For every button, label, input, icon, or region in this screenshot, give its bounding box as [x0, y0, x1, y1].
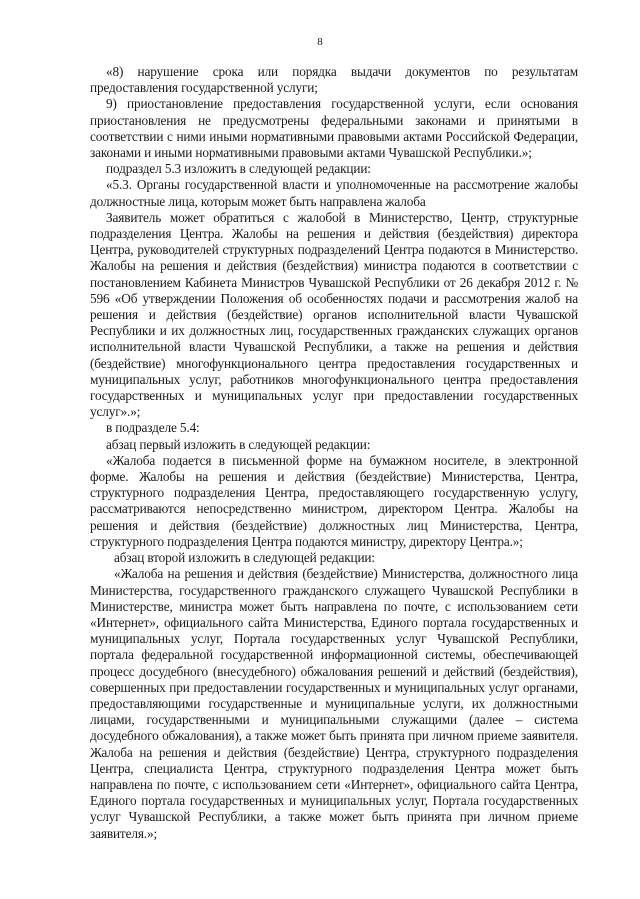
- paragraph: «Жалоба на решения и действия (бездействие) Министерства, должностного лица Министерства, государственного гражданского служащего Чувашской Республики в Министерстве, министра может быть направлена по почте, с использованием сети «Интернет», официального сайта Министерства, Единого портала государственных и муниципальных услуг, Портала государственных услуг Чувашской Республики, портала федеральной государственной информационной системы, обеспечивающей процесс досудебного (внесудебного) обжалования решений и действий (бездействия), совершенных при предоставлении государственных и муниципальных услуг органами, предоставляющими государственные и муниципальные услуги, их должностными лицами, государственными и муниципальными служащими (далее – система досудебного обжалования), а также может быть принята при личном приеме заявителя. Жалоба на решения и действия (бездействие) Центра, структурного подразделения Центра, специалиста Центра, структурного подразделения Центра может быть направлена по почте, с использованием сети «Интернет», официального сайта Центра, Единого портала государственных и муниципальных услуг, Портала государственных услуг Чувашской Республики, а также может быть принята при личном приеме заявителя.»;: [90, 566, 578, 841]
- paragraph: абзац первый изложить в следующей редакции:: [106, 436, 371, 452]
- paragraph: «Жалоба подается в письменной форме на бумажном носителе, в электронной форме. Жалобы на решения и действия (бездействие) Министерства, Центра, структурного подразделения Центра, предоставляющего государственную услугу, рассматриваются непосредственно министром, директором Центра. Жалобы на решения и действия (бездействие) должностных лиц Министерства, Центра, структурного подразделения Центра подаются министру, директору Центра.»;: [90, 452, 578, 549]
- paragraph: Заявитель может обратиться с жалобой в Министерство, Центр, структурные подразделения Центра. Жалобы на решения и действия (бездействия) директора Центра, руководителей структурных подразделений Центра подаются в Министерство. Жалобы на решения и действия (бездействия) министра подаются в соответствии с постановлением Кабинета Министров Чувашской Республики от 26 декабря 2012 г. № 596 «Об утверждении Положения об особенностях подачи и рассмотрения жалоб на решения и действия (бездействие) органов исполнительной власти Чувашской Республики и их должностных лиц, государственных гражданских служащих органов исполнительной власти Чувашской Республики, а также на решения и действия (бездействие) многофункционального центра предоставления государственных и муниципальных услуг, работников многофункционального центра предоставления государственных и муниципальных услуг при предоставлении государственных услуг».»;: [90, 209, 578, 420]
- paragraph: абзац второй изложить в следующей редакции:: [114, 550, 375, 566]
- paragraph: «8) нарушение срока или порядка выдачи документов по результатам предоставления государственной услуги;: [90, 64, 578, 96]
- document-body: [90, 64, 578, 842]
- paragraph: 9) приостановление предоставления государственной услуги, если основания приостановления не предусмотрены федеральными законами и принятыми в соответствии с ними иными нормативными правовыми актами Российской Федерации, законами и иными нормативными правовыми актами Чувашской Республики.»;: [90, 96, 578, 161]
- page-number: 8: [317, 36, 323, 48]
- paragraph: подраздел 5.3 изложить в следующей редакции:: [106, 161, 371, 177]
- paragraph: в подразделе 5.4:: [106, 420, 200, 436]
- paragraph: «5.3. Органы государственной власти и уполномоченные на рассмотрение жалобы должностные лица, которым может быть направлена жалоба: [90, 177, 578, 209]
